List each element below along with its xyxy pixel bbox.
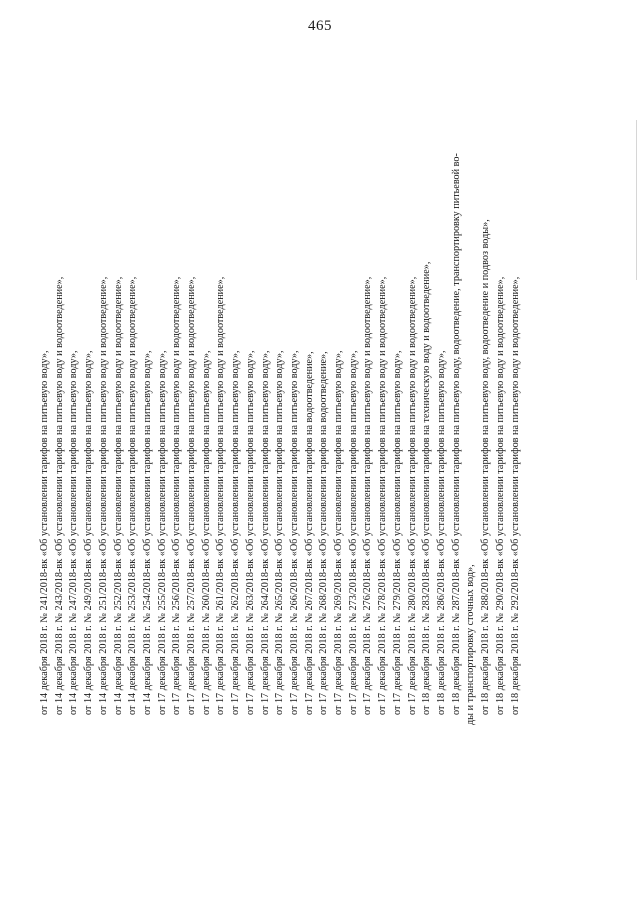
- list-item: от 17 декабря 2018 г. № 257/2018-вк «Об установлении тарифов на питьевую воду и водоотведение»,: [186, 276, 198, 715]
- list-item: от 17 декабря 2018 г. № 278/2018-вк «Об установлении тарифов на питьевую воду и водоотведение»,: [377, 276, 389, 715]
- list-item: от 18 декабря 2018 г. № 283/2018-вк «Об установлении тарифов на техническую воду и водоотведение»,: [421, 261, 433, 715]
- list-item: от 14 декабря 2018 г. № 251/2018-вк «Об установлении тарифов на питьевую воду и водоотведение»,: [97, 276, 109, 715]
- list-item: от 14 декабря 2018 г. № 252/2018-вк «Об установлении тарифов на питьевую воду и водоотведение»,: [112, 276, 124, 715]
- list-item: от 17 декабря 2018 г. № 267/2018-вк «Об установлении тарифов на водоотведение»,: [303, 351, 315, 715]
- list-item: от 17 декабря 2018 г. № 255/2018-вк «Об установлении тарифов на питьевую воду»,: [156, 350, 168, 715]
- list-item: от 17 декабря 2018 г. № 276/2018-вк «Об установлении тарифов на питьевую воду и водоотведение»,: [362, 276, 374, 715]
- list-item: от 17 декабря 2018 г. № 279/2018-вк «Об установлении тарифов на питьевую воду»,: [391, 350, 403, 715]
- list-item: от 17 декабря 2018 г. № 260/2018-вк «Об установлении тарифов на питьевую воду»,: [200, 350, 212, 715]
- list-item: от 17 декабря 2018 г. № 262/2018-вк «Об установлении тарифов на питьевую воду»,: [230, 350, 242, 715]
- list-item: от 14 декабря 2018 г. № 241/2018-вк «Об установлении тарифов на питьевую воду»,: [39, 350, 50, 715]
- list-item: от 17 декабря 2018 г. № 269/2018-вк «Об установлении тарифов на питьевую воду»,: [333, 350, 345, 715]
- list-item: от 14 декабря 2018 г. № 247/2018-вк «Об установлении тарифов на питьевую воду»,: [68, 350, 80, 715]
- list-item: от 17 декабря 2018 г. № 264/2018-вк «Об установлении тарифов на питьевую воду»,: [259, 350, 271, 715]
- list-item: от 17 декабря 2018 г. № 268/2018-вк «Об установлении тарифов на водоотведение»,: [318, 351, 330, 715]
- list-item: от 17 декабря 2018 г. № 280/2018-вк «Об установлении тарифов на питьевую воду и водоотведение»,: [406, 276, 418, 715]
- list-item: от 17 декабря 2018 г. № 265/2018-вк «Об установлении тарифов на питьевую воду»,: [274, 350, 286, 715]
- page-number: 465: [308, 18, 332, 34]
- list-item: от 14 декабря 2018 г. № 243/2018-вк «Об установлении тарифов на питьевую воду и водоотведение»,: [53, 276, 65, 715]
- list-item: от 18 декабря 2018 г. № 288/2018-вк «Об установлении тарифов на питьевую воду, водоотведение и подвоз воды»,: [480, 219, 492, 715]
- list-item: от 14 декабря 2018 г. № 254/2018-вк «Об установлении тарифов на питьевую воду»,: [141, 350, 153, 715]
- list-item: от 17 декабря 2018 г. № 273/2018-вк «Об установлении тарифов на питьевую воду»,: [347, 350, 359, 715]
- list-item: от 18 декабря 2018 г. № 286/2018-вк «Об установлении тарифов на питьевую воду»,: [435, 350, 447, 715]
- list-item: от 18 декабря 2018 г. № 290/2018-вк «Об установлении тарифов на питьевую воду и водоотведение»,: [494, 276, 506, 715]
- scan-edge-mark: [636, 120, 637, 280]
- rotated-content: [38, 0, 538, 725]
- list-item-continuation: ды и транспортировку сточных вод»,: [465, 564, 477, 725]
- decree-list: [38, 0, 523, 725]
- list-item: от 17 декабря 2018 г. № 256/2018-вк «Об установлении тарифов на питьевую воду и водоотведение»,: [171, 276, 183, 715]
- list-item: от 18 декабря 2018 г. № 287/2018-вк «Об установлении тарифов на питьевую воду, водоотведение, транспортировку питьевой во-: [450, 153, 462, 715]
- list-item: от 17 декабря 2018 г. № 261/2018-вк «Об установлении тарифов на питьевую воду и водоотведение»,: [215, 276, 227, 715]
- list-item: от 14 декабря 2018 г. № 249/2018-вк «Об установлении тарифов на питьевую воду»,: [83, 350, 95, 715]
- list-item: от 14 декабря 2018 г. № 253/2018-вк «Об установлении тарифов на питьевую воду и водоотведение»,: [127, 276, 139, 715]
- list-item: от 18 декабря 2018 г. № 292/2018-вк «Об установлении тарифов на питьевую воду и водоотведение»,: [509, 276, 521, 715]
- list-item: от 17 декабря 2018 г. № 263/2018-вк «Об установлении тарифов на питьевую воду»,: [244, 350, 256, 715]
- list-item: от 17 декабря 2018 г. № 266/2018-вк «Об установлении тарифов на питьевую воду»,: [288, 350, 300, 715]
